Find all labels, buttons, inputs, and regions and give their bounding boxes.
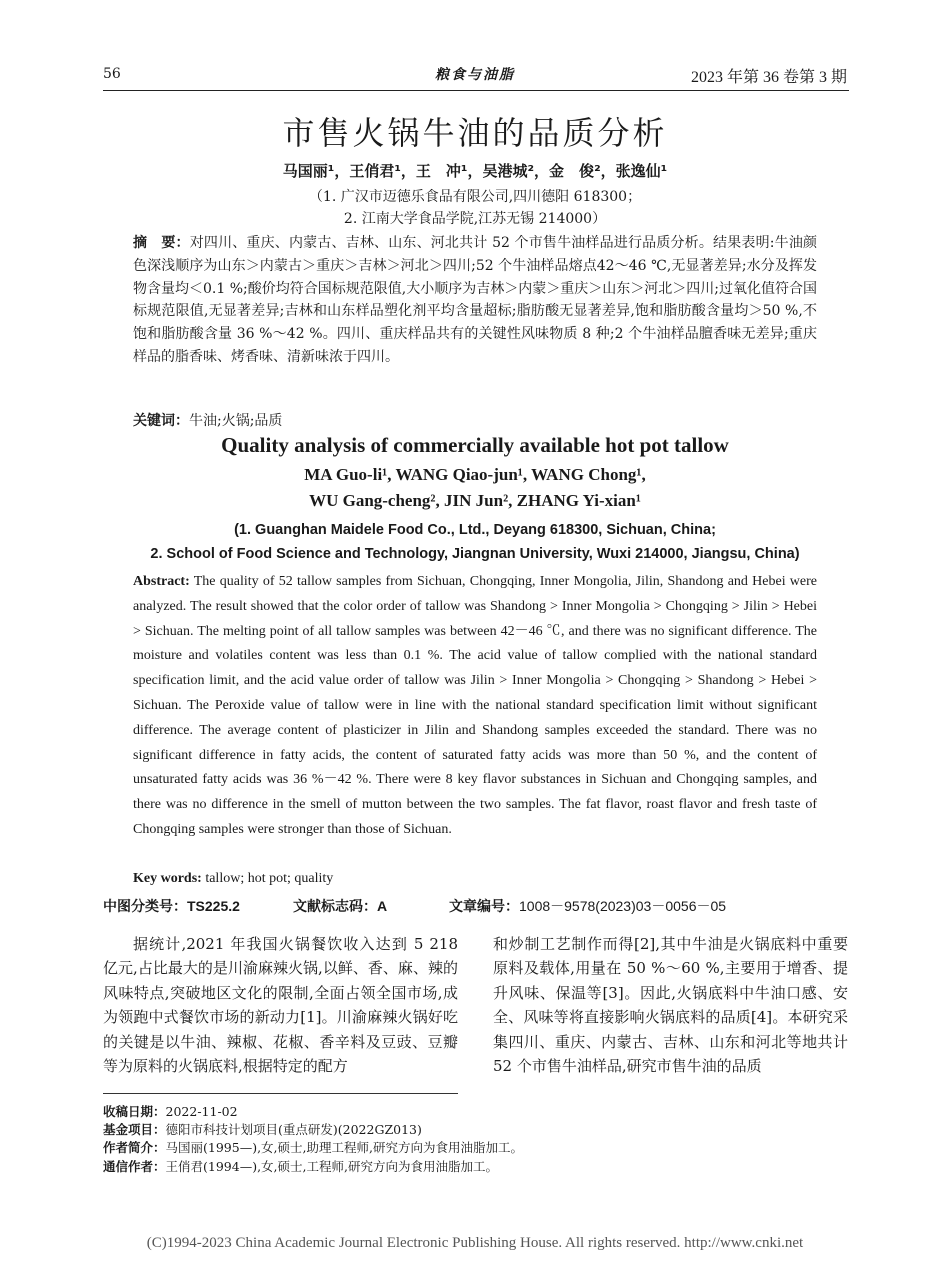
title-english: Quality analysis of commercially available hot pot tallow [221,433,729,457]
abstract-english [133,570,817,843]
keywords-english-text: tallow; hot pot; quality [205,871,334,886]
keywords-english [133,871,333,887]
footnote-corresponding: 通信作者：王俏君(1994—),女,硕士,工程师,研究方向为食用油脂加工。 [103,1159,498,1174]
body-left-text: 据统计,2021 年我国火锅餐饮收入达到 5 218 亿元,占比最大的是川渝麻辣火锅,以鲜、香、麻、辣的风味特点,突破地区文化的限制,全面占领全国市场,成为领跑中式餐饮市场的新动力[1]。川渝麻辣火锅好吃的关键是以牛油、辣椒、花椒、香辛料及豆豉、豆瓣等为原料的火锅底料,根据特定的配方 [103,935,458,1076]
authors-english-1: MA Guo-li¹, WANG Qiao-jun¹, WANG Chong¹, [304,465,646,484]
affiliation-english-2: 2. School of Food Science and Technology, Jiangnan University, Wuxi 214000, Jiangsu, China) [150,546,800,562]
document-code: 文献标志码：A [293,898,388,914]
footnote-author-bio: 作者简介：马国丽(1995—),女,硕士,助理工程师,研究方向为食用油脂加工。 [103,1140,523,1155]
affiliation-chinese-2: 2. 江南大学食品学院,江苏无锡 214000） [343,211,607,227]
abstract-english-text: The quality of 52 tallow samples from Sichuan, Chongqing, Inner Mongolia, Jilin, Shandong and Hebei were analyzed. The result showed that the color order of tallow was Shandong > Inner Mongolia > Chongqing > Jilin > Hebei > Sichuan. The melting point of all tallow samples was between 42－46 ℃, and there was no significant difference. The moisture and volatiles content was less than 0.1 %. The acid value of tallow complied with the national standard specification limit, and the acid value order of tallow was Jilin > Inner Mongolia > Chongqing > Shandong > Hebei > Sichuan. The Peroxide value of tallow were in line with the national standard specification limit without significant difference. The average content of plasticizer in Jilin and Shandong samples exceeded the standard. There was no significant difference in fatty acids, the content of saturated fatty acids was more than 50 %, and the content of unsaturated fatty acids was 36 %－42 %. There were 8 key flavor substances in Sichuan and Chongqing samples, and there was no difference in the smell of mutton between the two samples. The fat flavor, roast flavor and fresh taste of Chongqing samples were stronger than those of Sichuan. [133,574,818,837]
abstract-chinese [133,232,817,369]
body-column-right [493,932,848,1078]
body-column-left [103,932,458,1078]
journal-name: 粮食与油脂 [435,67,515,83]
article-number: 文章编号：1008－9578(2023)03－0056－05 [449,898,727,914]
keywords-chinese [133,410,282,430]
title-chinese: 市售火锅牛油的品质分析 [282,114,668,152]
footnote-received: 收稿日期：2022-11-02 [103,1104,238,1119]
affiliation-english-1: (1. Guanghan Maidele Food Co., Ltd., Deyang 618300, Sichuan, China; [234,522,716,538]
footnote-fund: 基金项目：德阳市科技计划项目(重点研发)(2022GZ013) [103,1122,422,1137]
affiliation-chinese-1: （1. 广汉市迈德乐食品有限公司,四川德阳 618300； [308,189,642,205]
keywords-chinese-text: 牛油;火锅;品质 [189,413,283,429]
header-rule [103,90,849,91]
authors-english-2: WU Gang-cheng², JIN Jun², ZHANG Yi-xian¹ [309,491,641,510]
footnote-rule [103,1093,458,1094]
clc-number: 中图分类号：TS225.2 [103,898,240,914]
copyright-notice: (C)1994-2023 China Academic Journal Electronic Publishing House. All rights reserved. http://www.cnki.net [146,1235,804,1251]
abstract-chinese-label: 摘 要： [133,235,190,251]
issue-info: 2023 年第 36 卷第 3 期 [690,69,847,86]
page-number: 56 [103,66,121,82]
abstract-english-label: Abstract: [133,574,190,589]
body-right-text: 和炒制工艺制作而得[2],其中牛油是火锅底料中重要原料及载体,用量在 50 %～60 %,主要用于增香、提升风味、保温等[3]。因此,火锅底料中牛油口感、安全、风味等将直接影响火锅底料的品质[4]。本研究采集四川、重庆、内蒙古、吉林、山东和河北等地共计 52 个市售牛油样品,研究市售牛油的品质 [493,935,848,1076]
keywords-english-label: Key words: [133,871,202,886]
keywords-chinese-label: 关键词： [133,413,189,429]
authors-chinese: 马国丽¹，王俏君¹，王 冲¹，吴港城²，金 俊²，张逸仙¹ [282,162,668,180]
abstract-chinese-text: 对四川、重庆、内蒙古、吉林、山东、河北共计 52 个市售牛油样品进行品质分析。结果表明:牛油颜色深浅顺序为山东＞内蒙古＞重庆＞吉林＞河北＞四川;52 个牛油样品熔点42～46 ℃,无显著差异;水分及挥发物含量均＜0.1 %;酸价均符合国标规范限值,大小顺序为吉林＞内蒙＞重庆＞山东＞河北＞四川;过氧化值符合国标规范限值,无显著差异;吉林和山东样品塑化剂平均含量超标;脂肪酸无显著差异,饱和脂肪酸含量均＞50 %,不饱和脂肪酸含量 36 %～42 %。四川、重庆样品共有的关键性风味物质 8 种;2 个牛油样品膻香味无差异;重庆样品的脂香味、烤香味、清新味浓于四川。 [133,235,817,365]
